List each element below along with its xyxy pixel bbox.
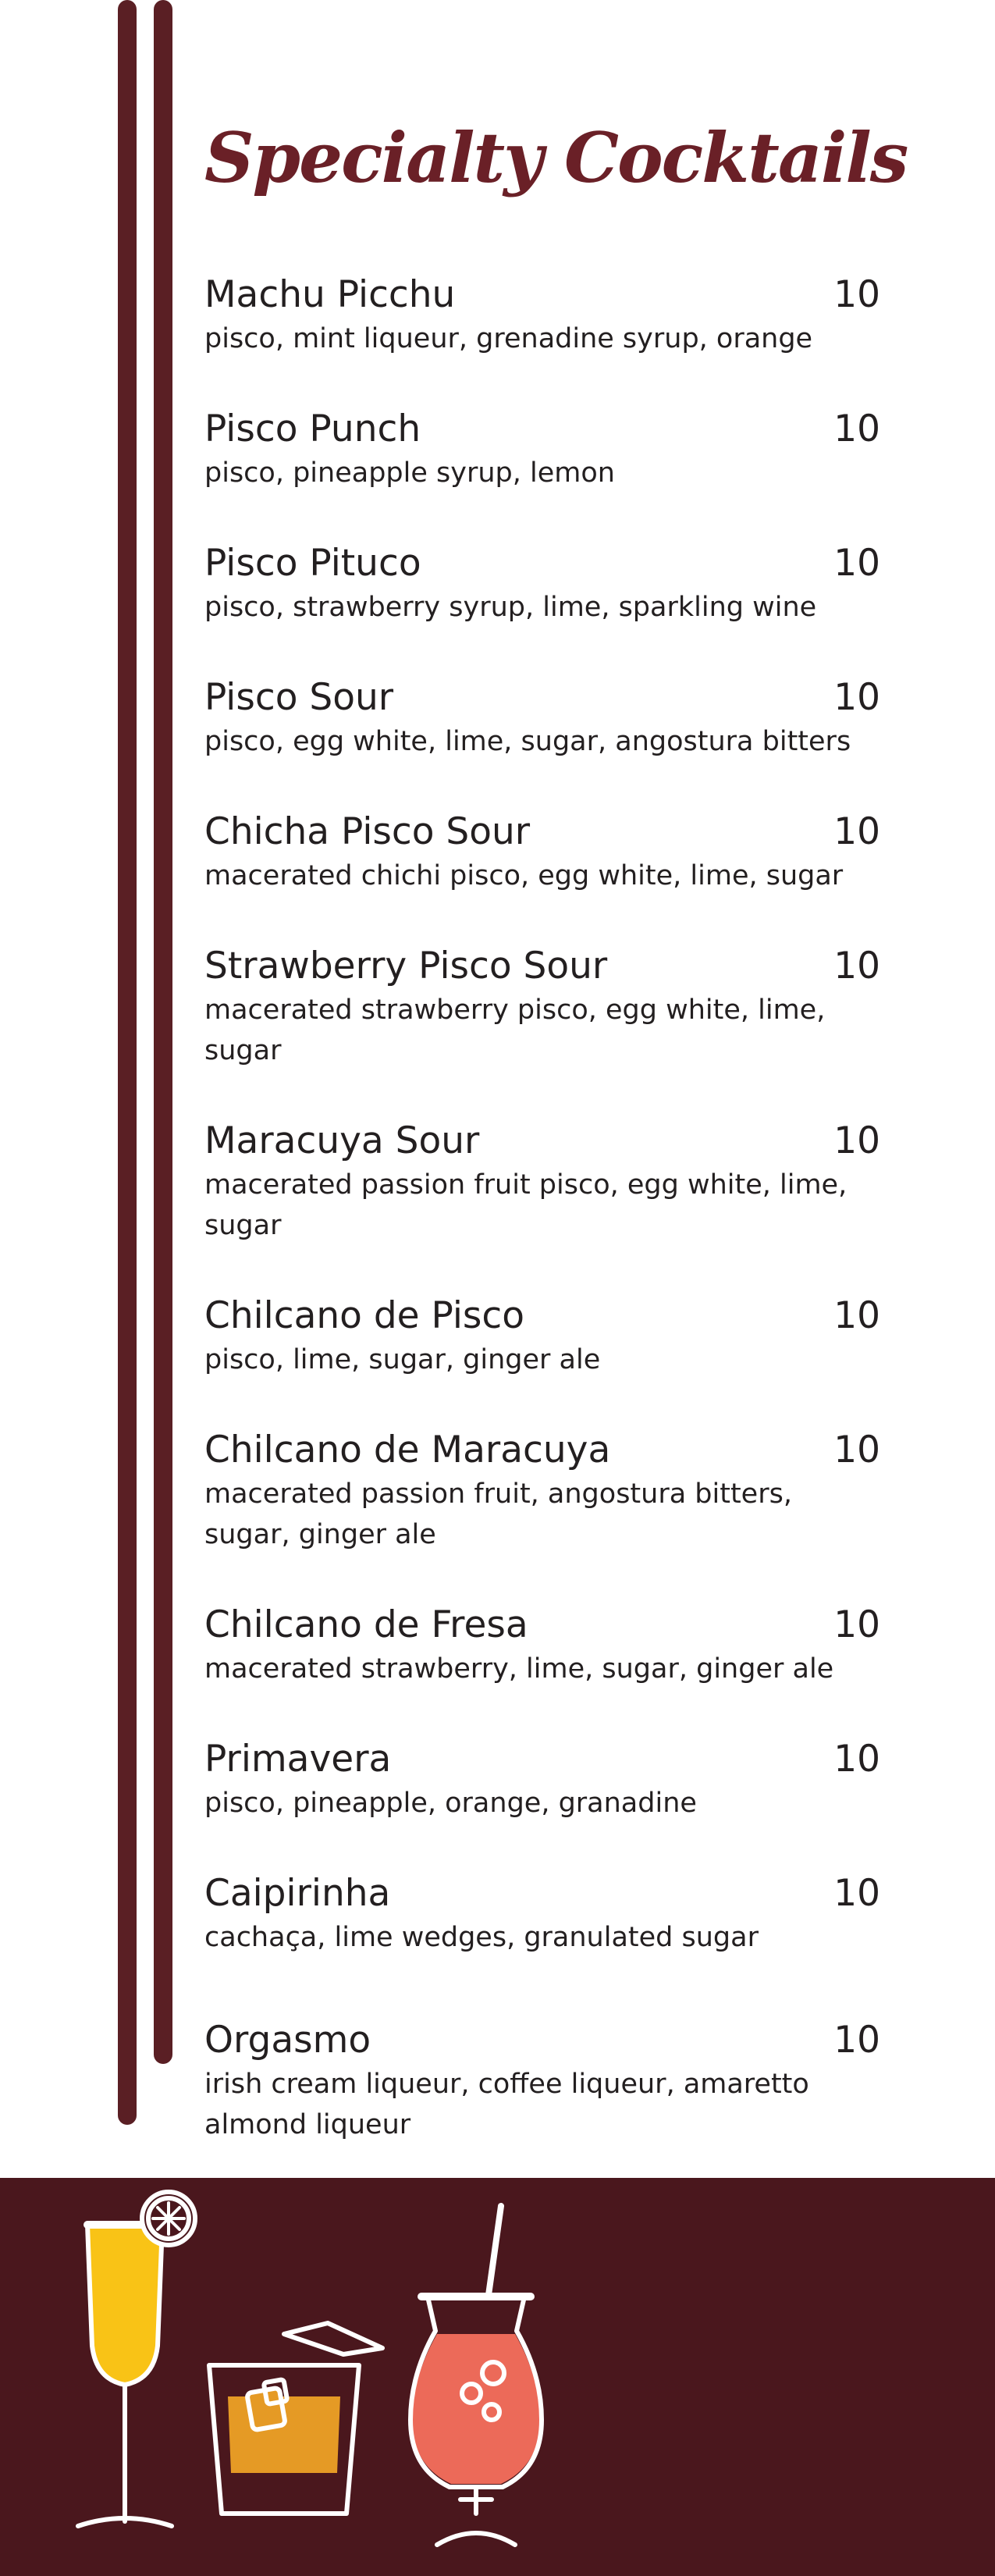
item-price: 10: [833, 407, 880, 450]
item-description: macerated strawberry, lime, sugar, ginger ale: [204, 1653, 834, 1685]
item-price: 10: [833, 2019, 880, 2062]
item-price: 10: [833, 1429, 880, 1471]
menu-item-orgasmo: [204, 2019, 880, 2145]
item-price: 10: [833, 945, 880, 987]
item-description: irish cream liqueur, coffee liqueur, amaretto almond liqueur: [204, 2069, 809, 2140]
item-description: pisco, egg white, lime, sugar, angostura bitters: [204, 726, 851, 757]
menu-item-machu-picchu: [204, 273, 880, 359]
item-description: cachaça, lime wedges, granulated sugar: [204, 1922, 759, 1953]
champagne-flute-icon: [78, 2192, 195, 2526]
item-description: macerated passion fruit, angostura bitters, sugar, ginger ale: [204, 1478, 792, 1550]
menu-item-strawberry-pisco-sour: [204, 945, 880, 1071]
menu-item-pisco-pituco: [204, 542, 880, 628]
item-price: 10: [833, 810, 880, 853]
menu-item-chilcano-de-fresa: [204, 1603, 880, 1689]
item-name: Maracuya Sour: [204, 1119, 480, 1162]
item-price: 10: [833, 1603, 880, 1646]
item-name: Chilcano de Pisco: [204, 1294, 524, 1337]
item-price: 10: [833, 273, 880, 316]
item-name: Strawberry Pisco Sour: [204, 945, 608, 987]
item-description: macerated chichi pisco, egg white, lime, sugar: [204, 860, 844, 891]
menu-item-pisco-sour: [204, 676, 880, 762]
item-description: macerated strawberry pisco, egg white, lime, sugar: [204, 994, 826, 1066]
item-name: Pisco Sour: [204, 676, 394, 719]
hurricane-glass-icon: [410, 2206, 542, 2545]
menu-item-pisco-punch: [204, 407, 880, 493]
menu-item-chilcano-de-maracuya: [204, 1429, 880, 1555]
decorative-bar-left: [118, 0, 137, 2125]
item-price: 10: [833, 1119, 880, 1162]
item-name: Pisco Punch: [204, 407, 421, 450]
menu-item-chicha-pisco-sour: [204, 810, 880, 896]
item-name: Primavera: [204, 1738, 392, 1781]
item-description: pisco, strawberry syrup, lime, sparkling wine: [204, 592, 817, 623]
decorative-bar-right: [154, 0, 172, 2064]
item-price: 10: [833, 542, 880, 585]
item-name: Chilcano de Maracuya: [204, 1429, 611, 1471]
item-description: pisco, lime, sugar, ginger ale: [204, 1344, 601, 1375]
item-price: 10: [833, 1294, 880, 1337]
item-name: Caipirinha: [204, 1872, 391, 1915]
item-description: macerated passion fruit pisco, egg white, lime, sugar: [204, 1169, 848, 1241]
item-price: 10: [833, 1872, 880, 1915]
item-name: Machu Picchu: [204, 273, 456, 316]
item-price: 10: [833, 1738, 880, 1781]
item-description: pisco, pineapple, orange, granadine: [204, 1788, 697, 1819]
item-price: 10: [833, 676, 880, 719]
whiskey-glass-icon: [209, 2323, 382, 2514]
item-name: Pisco Pituco: [204, 542, 421, 585]
item-description: pisco, pineapple syrup, lemon: [204, 457, 615, 489]
menu-item-chilcano-de-pisco: [204, 1294, 880, 1380]
menu-item-maracuya-sour: [204, 1119, 880, 1246]
menu-item-caipirinha: [204, 1872, 880, 1958]
item-name: Orgasmo: [204, 2019, 371, 2062]
item-name: Chicha Pisco Sour: [204, 810, 531, 853]
item-description: pisco, mint liqueur, grenadine syrup, orange: [204, 323, 813, 354]
footer-illustration-band: [0, 2178, 995, 2576]
item-name: Chilcano de Fresa: [204, 1603, 528, 1646]
menu-title: Specialty Cocktails: [204, 117, 908, 198]
menu-item-primavera: [204, 1738, 880, 1823]
